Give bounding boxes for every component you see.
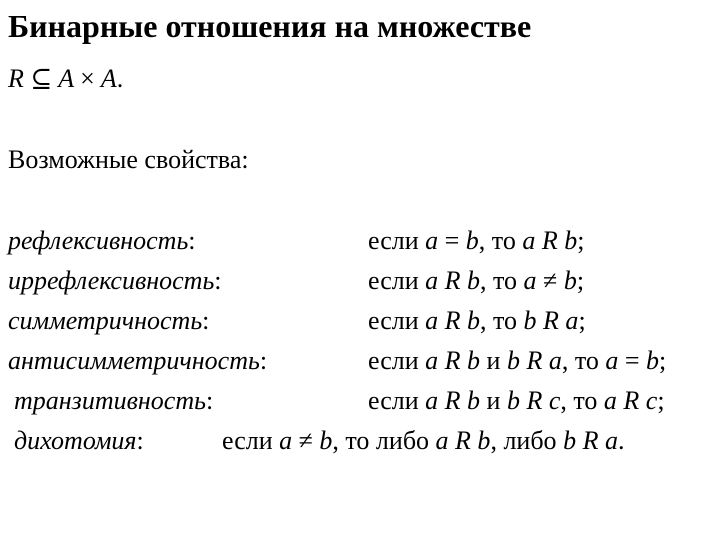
property-reflexivity-condition: если a = b, то a R b; [368, 226, 585, 255]
set-a-right: A [100, 64, 117, 93]
property-dichotomy-name: дихотомия: [14, 426, 144, 455]
property-symmetry-name: симметричность: [8, 306, 210, 335]
property-transitivity-name: транзитивность: [14, 386, 214, 415]
relation-period: . [116, 64, 124, 93]
property-antisymmetry-name: антисимметричность: [8, 346, 268, 375]
page-title: Бинарные отношения на множестве [8, 8, 532, 44]
property-dichotomy-condition: если a ≠ b, то либо a R b, либо b R a. [222, 426, 625, 455]
product-symbol: × [80, 64, 95, 93]
property-reflexivity-name: рефлексивность: [8, 226, 196, 255]
relation-definition [8, 64, 123, 94]
property-antisymmetry-condition: если a R b и b R a, то a = b; [368, 346, 667, 375]
relation-symbol: R [8, 64, 24, 93]
property-transitivity-condition: если a R b и b R c, то a R c; [368, 386, 665, 415]
property-irreflexivity-condition: если a R b, то a ≠ b; [368, 266, 585, 295]
property-symmetry-condition: если a R b, то b R a; [368, 306, 586, 335]
subset-symbol: ⊆ [30, 64, 53, 93]
properties-intro: Возможные свойства: [8, 145, 249, 174]
set-a-left: A [58, 64, 74, 93]
property-irreflexivity-name: иррефлексивность: [8, 266, 222, 295]
